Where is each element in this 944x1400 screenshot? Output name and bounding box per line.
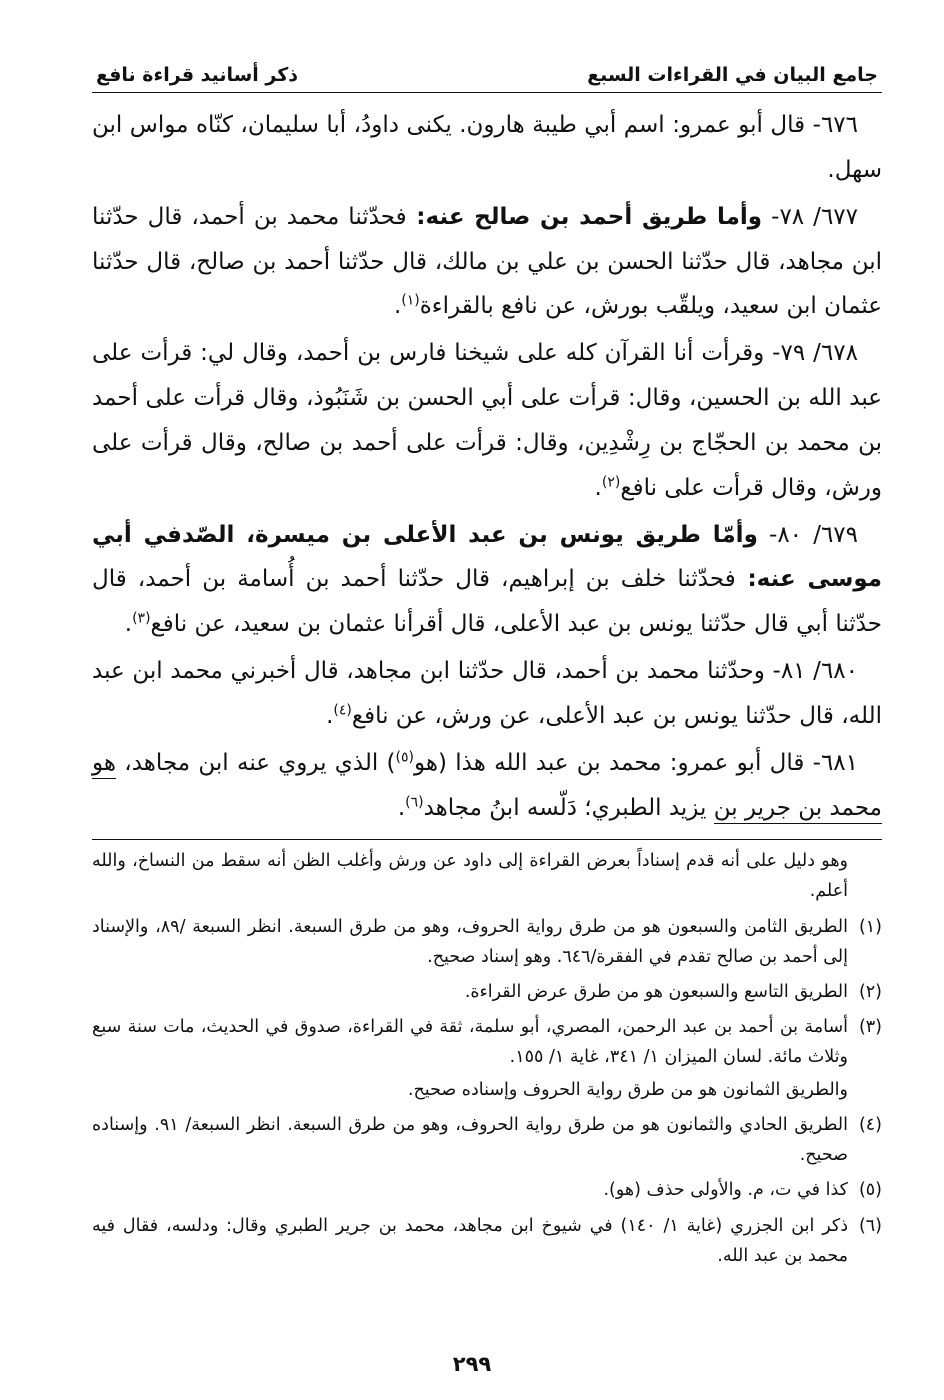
footnote-ref[interactable]: (٢) <box>601 474 621 491</box>
paragraph-number: ٦٧٨/ ٧٩- <box>764 340 858 367</box>
paragraph-text: وحدّثنا محمد بن أحمد، قال حدّثنا ابن مجاهد، قال أخبرني محمد ابن عبد الله، قال حدّثنا يونس بن عبد الأعلى، عن ورش، عن نافع <box>92 658 882 729</box>
paragraph-number: ٦٨٠/ ٨١- <box>764 658 858 685</box>
paragraph-number: ٦٧٦- <box>805 112 858 138</box>
paragraph-end: . <box>397 794 406 821</box>
footnote-mark: (٣) <box>858 1016 882 1037</box>
footnote-separator <box>92 839 882 840</box>
footnote-ref[interactable]: (٦) <box>405 794 424 810</box>
paragraph-text: فحدّثنا خلف بن إبراهيم، قال حدّثنا أحمد بن أُسامة بن أحمد، قال حدّثنا أبي قال حدّثنا يونس بن عبد الأعلى، قال أقرأنا عثمان بن سعيد، عن نافع <box>92 566 882 638</box>
paragraph-text: قال أبو عمرو: محمد بن عبد الله هذا (هو <box>413 749 805 776</box>
paragraph-number: ٦٨١- <box>804 749 858 776</box>
footnote-text: كذا في ت، م. والأولى حذف (هو). <box>603 1180 848 1201</box>
footnote-mark: (٥) <box>858 1180 882 1201</box>
paragraph-end: . <box>393 293 402 320</box>
book-title: جامع البيان في القراءات السبع <box>587 64 878 86</box>
chapter-title: ذكر أسانيد قراءة نافع <box>96 64 299 86</box>
page-number: ٢٩٩ <box>452 1352 492 1376</box>
footnote-text: أسامة بن أحمد بن عبد الرحمن، المصري، أبو سلمة، ثقة في القراءة، صدوق في الحديث، مات سنة سبع وثلاث مائة. لسان الميزان ١/ ٣٤١، غاية ١/ ١٥٥. <box>92 1016 848 1068</box>
paragraph-text: فحدّثنا محمد بن أحمد، قال حدّثنا ابن مجاهد، قال حدّثنا الحسن بن علي بن مالك، قال حدّثنا أحمد بن صالح، قال حدّثنا عثمان ابن سعيد، ويلقّب بورش، عن نافع بالقراءة <box>92 203 882 320</box>
paragraph-text: قال أبو عمرو: اسم أبي طيبة هارون. يكنى داودُ، أبا سليمان، كنّاه مواس ابن سهل. <box>92 112 882 183</box>
footnote-mark: (٤) <box>858 1115 882 1136</box>
footnote-3 <box>92 1012 882 1072</box>
footnote-mark: (٦) <box>858 1215 882 1236</box>
footnote-text: الطريق الحادي والثمانون هو من طرق رواية الحروف، وهو من طرق السبعة. انظر السبعة/ ٩١. وإسناده صحيح. <box>92 1115 848 1166</box>
footnote-text: ذكر ابن الجزري (غاية ١/ ١٤٠) في شيوخ ابن مجاهد، محمد بن جرير الطبري وقال: ودلسه، فقال فيه محمد بن عبد الله. <box>92 1215 848 1266</box>
paragraph-677 <box>92 195 882 330</box>
section-heading: وأمّا طريق يونس بن عبد الأعلى بن ميسرة، الصّدفي أبي موسى عنه: <box>92 521 883 593</box>
footnote-mark: (١) <box>858 916 882 937</box>
footnote-3-extra: والطريق الثمانون هو من طرق رواية الحروف وإسناده صحيح. <box>407 1080 848 1101</box>
running-header <box>92 64 882 93</box>
footnote-ref[interactable]: (١) <box>401 292 420 309</box>
main-text <box>92 103 882 831</box>
footnote-continuation: وهو دليل على أنه قدم إسناداً بعرض القراءة إلى داود عن ورش وأغلب الظن أنه سقط من النساخ، والله أعلم. <box>92 850 848 901</box>
paragraph-end: . <box>594 474 602 501</box>
footnote-mark: (٢) <box>858 981 882 1002</box>
section-heading: وأما طريق أحمد بن صالح عنه: <box>406 203 763 230</box>
paragraph-text: ) الذي يروي عنه ابن مجاهد، <box>116 749 396 776</box>
paragraph-678 <box>92 331 882 510</box>
paragraph-text: وقرأت أنا القرآن كله على شيخنا فارس بن أحمد، وقال لي: قرأت على عبد الله بن الحسين، وقال: قرأت على أبي الحسن بن شَنَبُوذ، وقال قرأت على أحمد بن محمد بن الحجّاج بن رِشْدِين، وقال: قرأت على أحمد بن صالح، وقال قرأت على ورش، وقال قرأت على نافع <box>92 340 882 501</box>
footnote-5 <box>92 1175 882 1205</box>
footnote-1 <box>92 912 882 972</box>
footnote-2 <box>92 977 882 1007</box>
paragraph-number: ٦٧٩/ ٨٠- <box>757 521 859 548</box>
footnotes <box>92 846 882 1271</box>
paragraph-end: . <box>326 702 334 729</box>
paragraph-681 <box>92 741 882 831</box>
paragraph-text: يزيد الطبري؛ دَلّسه ابنُ مجاهد <box>423 794 714 821</box>
paragraph-679 <box>92 513 882 648</box>
footnote-ref[interactable]: (٥) <box>395 749 414 766</box>
footnote-4 <box>92 1110 882 1170</box>
paragraph-end: . <box>124 611 133 638</box>
footnote-text: الطريق الثامن والسبعون هو من طرق رواية الحروف، وهو من طرق السبعة. انظر السبعة /٨٩، والإسناد إلى أحمد بن صالح تقدم في الفقرة/٦٤٦. وهو إسناد صحيح. <box>92 916 848 967</box>
footnote-ref[interactable]: (٣) <box>132 610 151 627</box>
paragraph-number: ٦٧٧/ ٧٨- <box>762 203 858 230</box>
paragraph-680 <box>92 649 882 739</box>
footnote-6 <box>92 1211 882 1271</box>
footnote-ref[interactable]: (٤) <box>333 702 352 719</box>
footnote-text: الطريق التاسع والسبعون هو من طرق عرض القراءة. <box>464 981 848 1002</box>
underlined-text: هو محمد بن جرير بن <box>92 750 882 824</box>
paragraph-676 <box>92 103 882 193</box>
